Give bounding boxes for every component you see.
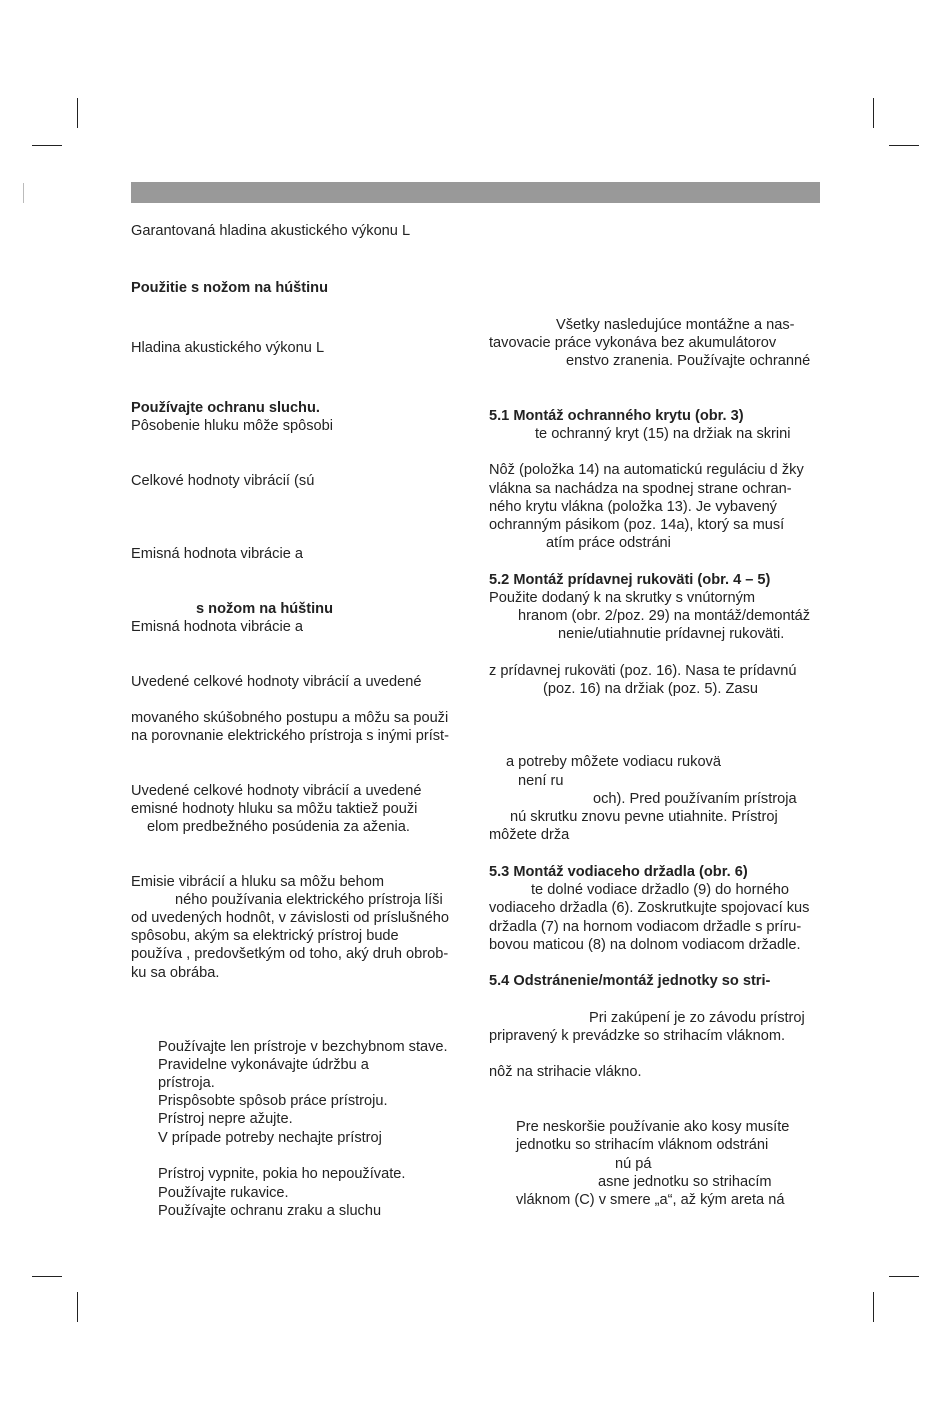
- text-line: ného krytu vlákna (položka 13). Je vybavený: [489, 499, 777, 515]
- text-line: Pri zakúpení je zo závodu prístroj: [589, 1010, 805, 1026]
- text-line: te ochranný kryt (15) na držiak na skrini: [535, 426, 791, 442]
- text-line: bovou maticou (8) na dolnom vodiacom držadle.: [489, 937, 801, 953]
- text-line: atím práce odstráni: [546, 535, 671, 551]
- text-line: Emisná hodnota vibrácie a: [131, 546, 303, 562]
- section-heading: 5.2 Montáž prídavnej rukoväti (obr. 4 – 5): [489, 572, 771, 588]
- text-line: Použite dodaný k na skrutky s vnútorným: [489, 590, 756, 606]
- text-line: tavovacie práce vykonáva bez akumulátorov: [489, 335, 777, 351]
- text-line: z prídavnej rukoväti (poz. 16). Nasa te prídavnú: [489, 663, 797, 679]
- text-line: není ru: [518, 773, 564, 789]
- text-line: ku sa obrába.: [131, 965, 220, 981]
- page-edge-mark: [23, 183, 24, 203]
- text-line: vodiaceho držadla (6). Zoskrutkujte spojovací kus: [489, 900, 810, 916]
- list-item: Používajte len prístroje v bezchybnom stave.: [158, 1039, 448, 1055]
- text-line: Uvedené celkové hodnoty vibrácií a uvedené: [131, 783, 422, 799]
- text-line: môžete drža: [489, 827, 570, 843]
- text-line: Emisná hodnota vibrácie a: [131, 619, 303, 635]
- text-line: movaného skúšobného postupu a môžu sa použi: [131, 710, 449, 726]
- text-line: vlákna sa nachádza na spodnej strane ochran-: [489, 481, 792, 497]
- text-line: a potreby môžete vodiacu rukovä: [506, 754, 721, 770]
- text-line: hranom (obr. 2/poz. 29) na montáž/demontáž: [518, 608, 811, 624]
- list-item: V prípade potreby nechajte prístroj: [158, 1130, 382, 1146]
- crop-mark-top-right-horizontal: [889, 145, 919, 146]
- crop-mark-bottom-left-vertical: [77, 1292, 78, 1322]
- list-item: Prístroj nepre ažujte.: [158, 1111, 293, 1127]
- text-line: Hladina akustického výkonu L: [131, 340, 325, 356]
- text-line: jednotku so strihacím vláknom odstráni: [516, 1137, 769, 1153]
- text-line: elom predbežného posúdenia za aženia.: [147, 819, 410, 835]
- text-line: ochranným pásikom (poz. 14a), ktorý sa musí: [489, 517, 785, 533]
- text-line: nú skrutku znovu pevne utiahnite. Prístroj: [510, 809, 778, 825]
- text-line: enstvo zranenia. Používajte ochranné: [566, 353, 811, 369]
- text-line: vláknom (C) v smere „a“, až kým areta ná: [516, 1192, 785, 1208]
- text-line: nú pá: [615, 1156, 652, 1172]
- text-line: Pôsobenie hluku môže spôsobi: [131, 418, 334, 434]
- text-line: (poz. 16) na držiak (poz. 5). Zasu: [543, 681, 758, 697]
- text-line: emisné hodnoty hluku sa môžu taktiež použi: [131, 801, 418, 817]
- crop-mark-top-left-horizontal: [32, 145, 62, 146]
- text-line: Emisie vibrácií a hluku sa môžu behom: [131, 874, 385, 890]
- crop-mark-top-left-vertical: [77, 98, 78, 128]
- section-header-band: [131, 182, 820, 203]
- text-line: nôž na strihacie vlákno.: [489, 1064, 642, 1080]
- crop-mark-top-right-vertical: [873, 98, 874, 128]
- section-heading: 5.4 Odstránenie/montáž jednotky so stri-: [489, 973, 771, 989]
- crop-mark-bottom-right-horizontal: [889, 1276, 919, 1277]
- text-line: asne jednotku so strihacím: [598, 1174, 772, 1190]
- subheading: s nožom na húštinu: [196, 601, 334, 617]
- text-line: Nôž (položka 14) na automatickú reguláciu d žky: [489, 462, 804, 478]
- text-line: te dolné vodiace držadlo (9) do horného: [531, 882, 789, 898]
- crop-mark-bottom-left-horizontal: [32, 1276, 62, 1277]
- text-line: držadla (7) na hornom vodiacom držadle s príru-: [489, 919, 802, 935]
- crop-mark-bottom-right-vertical: [873, 1292, 874, 1322]
- list-item: Používajte rukavice.: [158, 1185, 289, 1201]
- list-item: Prispôsobte spôsob práce prístroju.: [158, 1093, 388, 1109]
- text-line: používa , predovšetkým od toho, aký druh obrob-: [131, 946, 449, 962]
- subheading: Použitie s nožom na húštinu: [131, 280, 329, 296]
- list-item: Používajte ochranu zraku a sluchu: [158, 1203, 382, 1219]
- section-heading: 5.3 Montáž vodiaceho držadla (obr. 6): [489, 864, 748, 880]
- text-line: od uvedených hodnôt, v závislosti od príslušného: [131, 910, 450, 926]
- list-item: Prístroj vypnite, pokia ho nepoužívate.: [158, 1166, 406, 1182]
- text-line: och). Pred používaním prístroja: [593, 791, 797, 807]
- text-line: ného používania elektrického prístroja líši: [175, 892, 443, 908]
- text-line: Garantovaná hladina akustického výkonu L: [131, 223, 411, 239]
- text-line: nenie/utiahnutie prídavnej rukoväti.: [558, 626, 785, 642]
- text-line: pripravený k prevádzke so strihacím vláknom.: [489, 1028, 786, 1044]
- subheading: Používajte ochranu sluchu.: [131, 400, 320, 416]
- text-line: Všetky nasledujúce montážne a nas-: [556, 317, 795, 333]
- text-line: spôsobu, akým sa elektrický prístroj bude: [131, 928, 399, 944]
- text-line: Pre neskoršie používanie ako kosy musíte: [516, 1119, 790, 1135]
- text-line: na porovnanie elektrického prístroja s inými príst-: [131, 728, 449, 744]
- list-item: prístroja.: [158, 1075, 215, 1091]
- text-line: Celkové hodnoty vibrácií (sú: [131, 473, 315, 489]
- text-line: Uvedené celkové hodnoty vibrácií a uvedené: [131, 674, 422, 690]
- list-item: Pravidelne vykonávajte údržbu a: [158, 1057, 369, 1073]
- section-heading: 5.1 Montáž ochranného krytu (obr. 3): [489, 408, 744, 424]
